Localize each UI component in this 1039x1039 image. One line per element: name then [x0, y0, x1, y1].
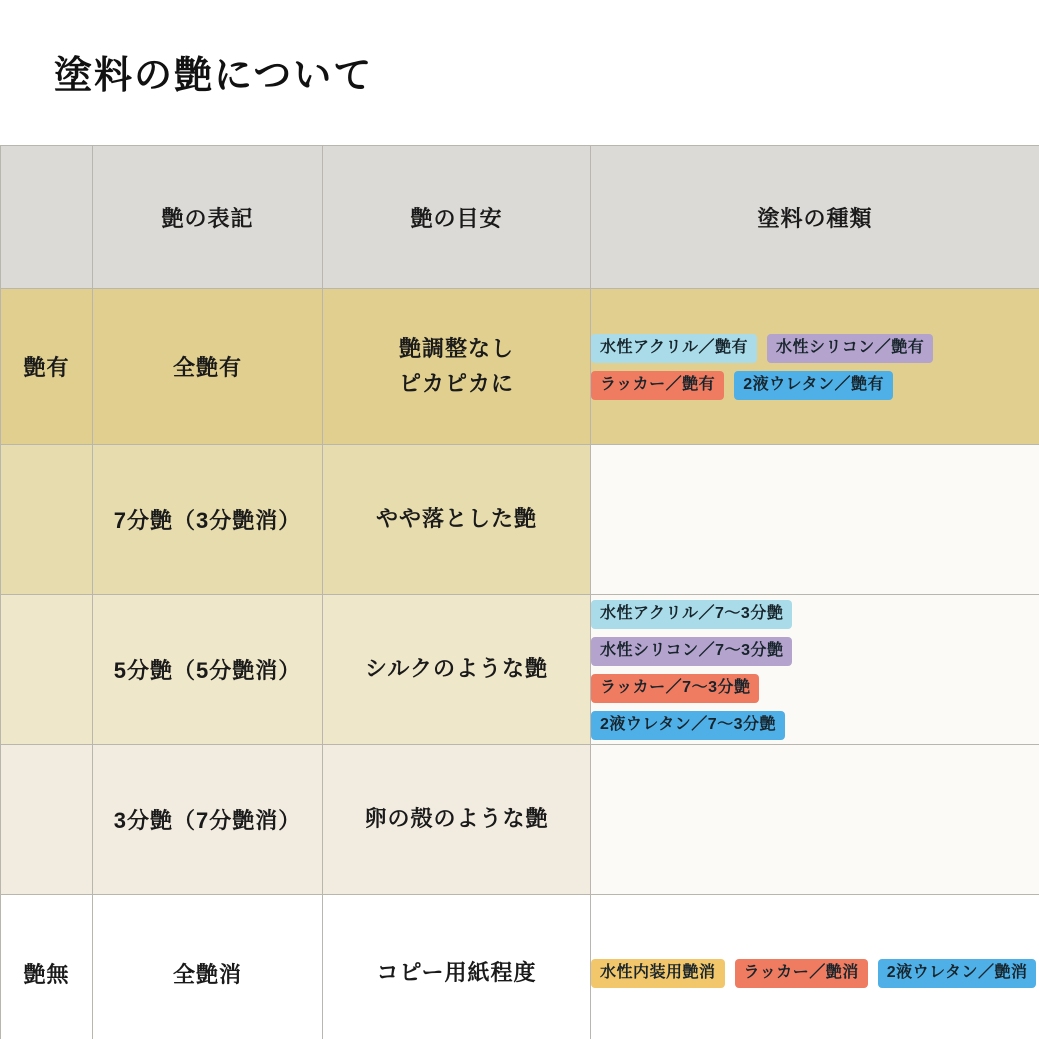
- paint-tag: 水性シリコン／艶有: [767, 334, 933, 363]
- tag-list: [591, 600, 1039, 740]
- cell-gloss-guide: [323, 895, 591, 1039]
- cell-gloss-name: 全艶消: [93, 895, 323, 1039]
- guide-line-2: ピカピカに: [398, 370, 514, 396]
- gloss-table: [0, 145, 1039, 1039]
- cell-gloss-guide: [323, 595, 591, 745]
- paint-tag: 水性アクリル／7〜3分艶: [591, 600, 792, 629]
- paint-tag: 2液ウレタン／艶有: [734, 371, 893, 400]
- paint-tag: 水性内装用艶消: [591, 959, 725, 988]
- header-paint-types: 塗料の種類: [591, 146, 1039, 289]
- cell-paint-types: [591, 745, 1039, 895]
- guide-line-1: コピー用紙程度: [376, 959, 537, 985]
- cell-gloss-guide: [323, 445, 591, 595]
- paint-tag: ラッカー／艶消: [735, 959, 868, 988]
- header-gloss-guide: 艶の目安: [323, 146, 591, 289]
- guide-line-1: 艶調整なし: [398, 336, 514, 362]
- table-row: [1, 745, 1039, 895]
- cell-gloss-name: 7分艶（3分艶消）: [93, 445, 323, 595]
- cell-gloss-name: 全艶有: [93, 289, 323, 445]
- cell-gloss-guide: [323, 745, 591, 895]
- cell-category: [1, 445, 93, 595]
- header-gloss-name: 艶の表記: [93, 146, 323, 289]
- guide-line-1: やや落とした艶: [375, 506, 537, 532]
- cell-gloss-name: 5分艶（5分艶消）: [93, 595, 323, 745]
- paint-tag: 2液ウレタン／7〜3分艶: [591, 711, 785, 740]
- cell-paint-types: [591, 445, 1039, 595]
- table-header-row: [1, 146, 1039, 289]
- cell-paint-types: [591, 595, 1039, 745]
- cell-paint-types: [591, 289, 1039, 445]
- cell-category: [1, 595, 93, 745]
- table-row: [1, 595, 1039, 745]
- table-row: [1, 289, 1039, 445]
- paint-tag: 水性アクリル／艶有: [591, 334, 757, 363]
- paint-tag: ラッカー／艶有: [591, 371, 724, 400]
- page-title: 塗料の艶について: [54, 55, 374, 97]
- guide-line-1: シルクのような艶: [364, 656, 548, 682]
- guide-line-1: 卵の殻のような艶: [364, 806, 549, 832]
- tag-list: [591, 959, 1039, 988]
- cell-gloss-name: 3分艶（7分艶消）: [93, 745, 323, 895]
- table-row: [1, 895, 1039, 1039]
- cell-category: 艶有: [1, 289, 93, 445]
- cell-category: [1, 745, 93, 895]
- cell-category: 艶無: [1, 895, 93, 1039]
- table-row: [1, 445, 1039, 595]
- paint-tag: 水性シリコン／7〜3分艶: [591, 637, 792, 666]
- cell-gloss-guide: [323, 289, 591, 445]
- paint-tag: 2液ウレタン／艶消: [878, 959, 1037, 988]
- cell-paint-types: [591, 895, 1039, 1039]
- paint-tag: ラッカー／7〜3分艶: [591, 674, 759, 703]
- tag-list: [591, 334, 1039, 400]
- header-category: [1, 146, 93, 289]
